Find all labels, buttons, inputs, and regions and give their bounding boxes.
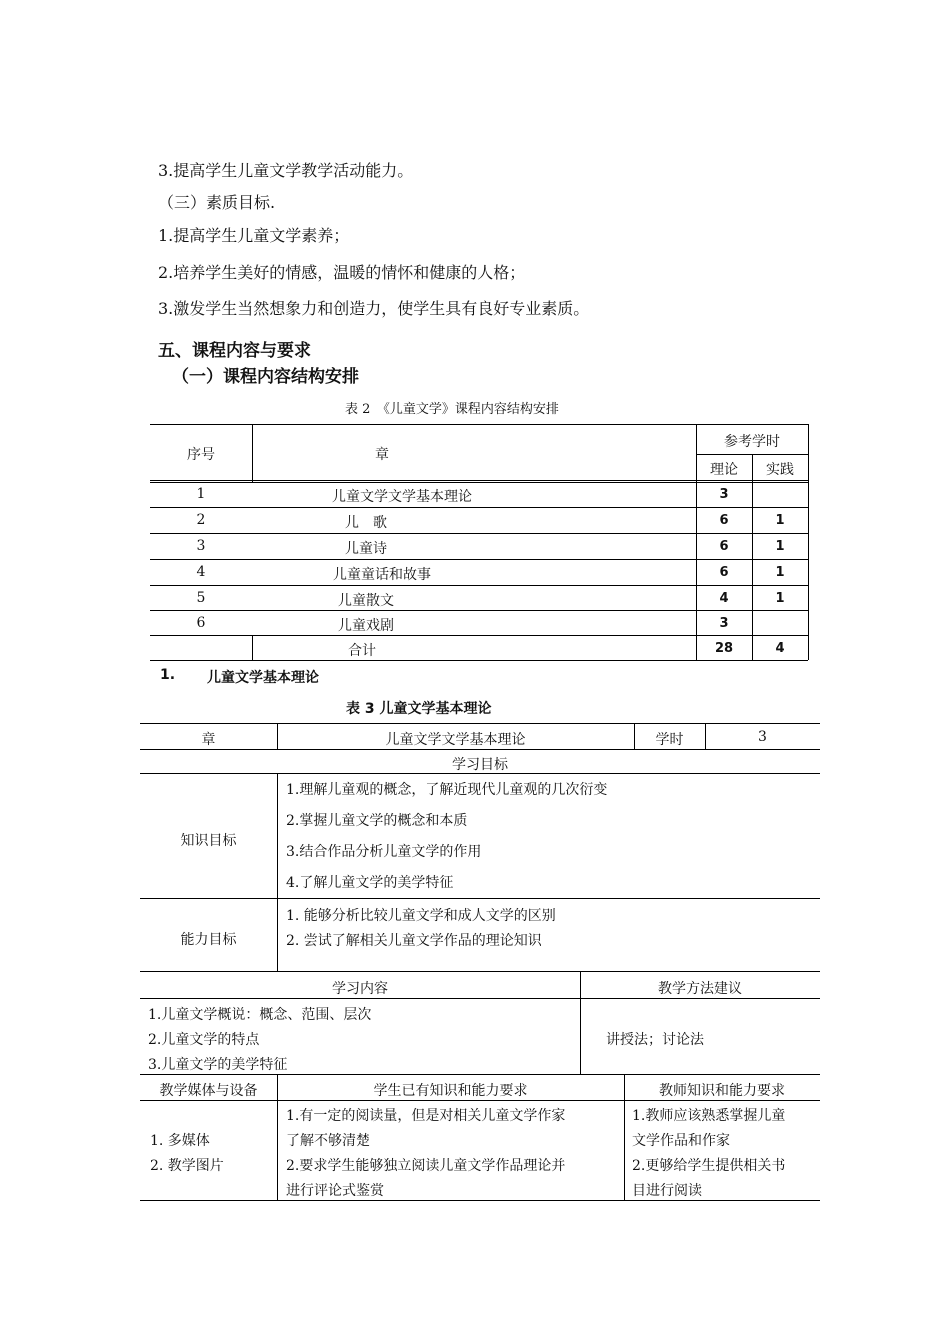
row-practice: 1: [775, 539, 785, 554]
ability-label: 能力目标: [180, 932, 237, 948]
row-theory: 3: [719, 616, 729, 631]
table3-caption: 表 3 儿童文学基本理论: [346, 701, 492, 717]
row-theory: 3: [719, 487, 729, 502]
header-seq: 序号: [187, 447, 215, 463]
hours-value: 3: [758, 729, 767, 745]
row-seq: 4: [196, 564, 206, 580]
content-item: 2.儿童文学的特点: [148, 1032, 260, 1048]
media-item: 1. 多媒体: [150, 1133, 210, 1149]
row-chapter: 儿童诗: [345, 541, 387, 557]
row-practice: 1: [775, 513, 785, 528]
total-label: 合计: [348, 643, 376, 659]
content-item: 1.儿童文学概说：概念、范围、层次: [148, 1007, 372, 1023]
content-item: 3.儿童文学的美学特征: [148, 1057, 288, 1073]
subsection-title: 儿童文学基本理论: [207, 670, 319, 686]
knowledge-item: 4.了解儿童文学的美学特征: [286, 875, 454, 891]
row-seq: 5: [196, 590, 206, 606]
teacher-line: 2.更够给学生提供相关书: [632, 1158, 786, 1174]
row-chapter: 儿童童话和故事: [333, 567, 431, 583]
knowledge-item: 3.结合作品分析儿童文学的作用: [286, 844, 482, 860]
media-header: 教学媒体与设备: [159, 1083, 258, 1099]
knowledge-item: 2.掌握儿童文学的概念和本质: [286, 813, 468, 829]
subsection-heading: （一）课程内容结构安排: [172, 367, 359, 387]
row-theory: 6: [719, 565, 729, 580]
row-chapter: 儿童戏剧: [338, 618, 394, 634]
row-theory: 4: [719, 591, 729, 606]
teacher-line: 目进行阅读: [632, 1183, 702, 1199]
header-chapter: 章: [375, 447, 389, 463]
goal-line-ability-3: 3.提高学生儿童文学教学活动能力。: [158, 161, 414, 180]
goals-header: 学习目标: [452, 757, 508, 773]
knowledge-item: 1.理解儿童观的概念，了解近现代儿童观的几次衍变: [286, 782, 608, 798]
teacher-line: 文学作品和作家: [632, 1133, 730, 1149]
quality-goals-heading: （三）素质目标.: [158, 193, 276, 212]
row-chapter: 儿童散文: [338, 593, 394, 609]
row-seq: 6: [196, 615, 206, 631]
hours-label: 学时: [655, 732, 684, 748]
header-hours: 参考学时: [724, 434, 780, 450]
ability-item: 1. 能够分析比较儿童文学和成人文学的区别: [286, 908, 556, 924]
row-chapter: 儿 歌: [345, 515, 387, 531]
method-header: 教学方法建议: [658, 981, 742, 997]
row-practice: 1: [775, 591, 785, 606]
header-practice: 实践: [766, 462, 794, 478]
header-theory: 理论: [710, 462, 738, 478]
subsection-number: 1.: [160, 667, 176, 683]
student-line: 2.要求学生能够独立阅读儿童文学作品理论并: [286, 1158, 566, 1174]
knowledge-label: 知识目标: [180, 833, 237, 849]
quality-goal-3: 3.激发学生当然想象力和创造力，使学生具有良好专业素质。: [158, 299, 590, 318]
quality-goal-1: 1.提高学生儿童文学素养；: [158, 226, 350, 245]
ability-item: 2. 尝试了解相关儿童文学作品的理论知识: [286, 933, 542, 949]
quality-goal-2: 2.培养学生美好的情感，温暖的情怀和健康的人格；: [158, 263, 526, 282]
method-value: 讲授法；讨论法: [606, 1032, 704, 1048]
row-seq: 2: [196, 512, 206, 528]
teacher-header: 教师知识和能力要求: [659, 1083, 785, 1099]
total-theory: 28: [714, 641, 734, 656]
media-item: 2. 教学图片: [150, 1158, 224, 1174]
section-heading: 五、课程内容与要求: [158, 341, 311, 361]
chapter-value: 儿童文学文学基本理论: [385, 732, 526, 748]
total-practice: 4: [775, 641, 785, 656]
row-chapter: 儿童文学文学基本理论: [332, 489, 472, 505]
row-seq: 1: [196, 486, 206, 502]
row-theory: 6: [719, 539, 729, 554]
student-header: 学生已有知识和能力要求: [373, 1083, 528, 1099]
table2-caption: 表 2 《儿童文学》课程内容结构安排: [345, 402, 559, 417]
student-line: 进行评论式鉴赏: [286, 1183, 384, 1199]
row-seq: 3: [196, 538, 206, 554]
student-line: 了解不够清楚: [286, 1133, 370, 1149]
chapter-label: 章: [201, 732, 216, 748]
row-practice: 1: [775, 565, 785, 580]
content-header: 学习内容: [332, 981, 388, 997]
teacher-line: 1.教师应该熟悉掌握儿童: [632, 1108, 786, 1124]
row-theory: 6: [719, 513, 729, 528]
student-line: 1.有一定的阅读量，但是对相关儿童文学作家: [286, 1108, 566, 1124]
